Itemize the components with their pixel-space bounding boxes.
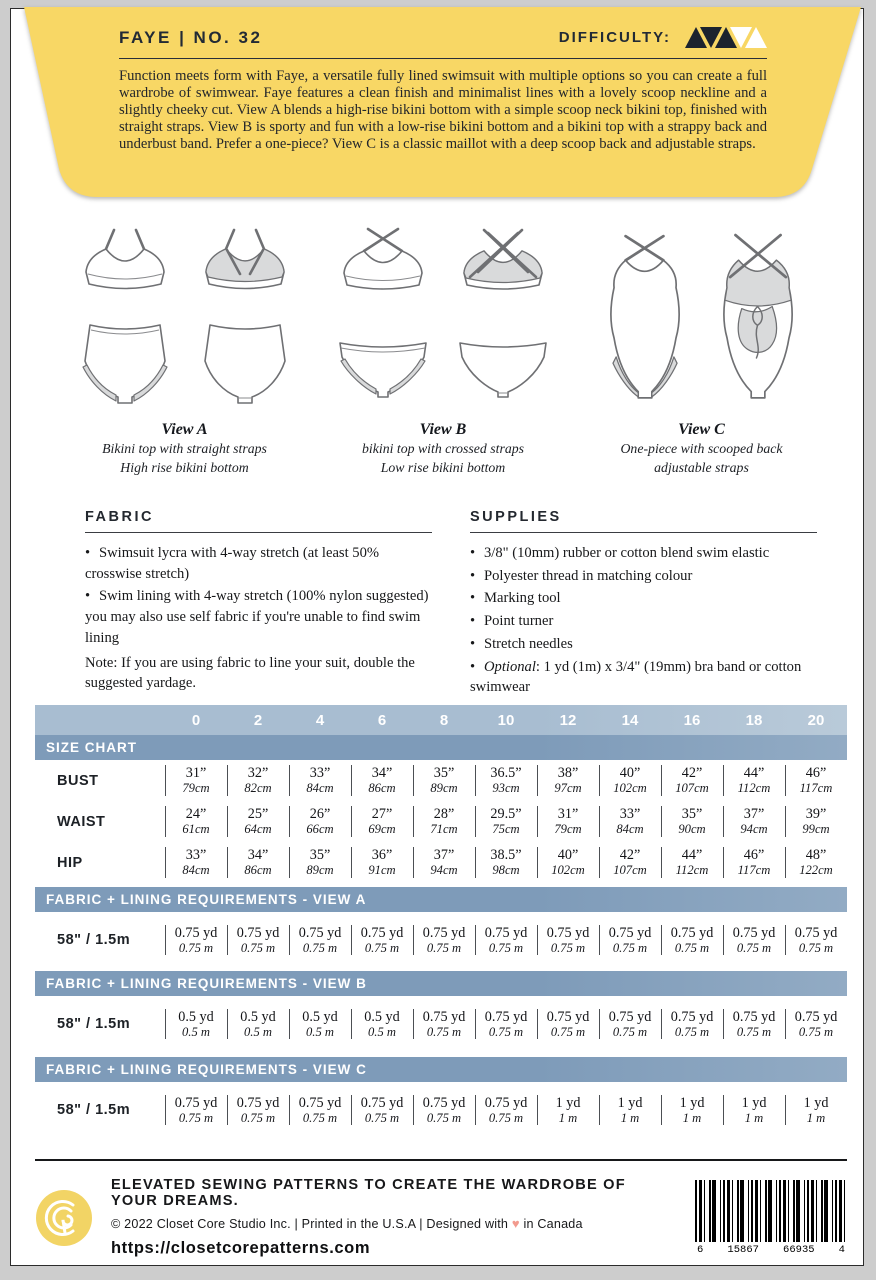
view-b-name: View B xyxy=(419,421,467,438)
bullet-icon: • xyxy=(470,613,476,630)
fabric-note: Note: If you are using fabric to line your suit, double the suggested yardage. xyxy=(85,654,415,692)
view-a-block xyxy=(57,227,312,478)
view-c-line2: adjustable straps xyxy=(654,460,749,476)
view-b-bottom-front-icon xyxy=(340,343,426,397)
cell: 42” 107cm xyxy=(599,842,661,883)
footer-copyright: © 2022 Closet Core Studio Inc. | Printed in the U.S.A | Designed with ♥ in Canada xyxy=(111,1216,583,1231)
size-label: 16 xyxy=(683,711,701,729)
cell: 33” 84cm xyxy=(289,760,351,801)
cell: 39” 99cm xyxy=(785,801,847,842)
footer-divider xyxy=(35,1159,847,1161)
view-a-name: View A xyxy=(161,421,208,438)
view-a-line2: High rise bikini bottom xyxy=(120,460,249,476)
supplies-item: • Marking tool xyxy=(470,588,817,609)
view-c-name: View C xyxy=(678,421,725,438)
view-a-top-back-icon xyxy=(206,230,284,289)
pattern-description: Function meets form with Faye, a versatile fully lined swimsuit with multiple options so you can create a full wardrobe of swimwear. Faye features a clean finish and minimalist lines with a lovely scoop neckline and a slightly cheeky cut. View A blends a high-rise bikini bottom with a simple scoop neck bikini top, finished with straight straps. View B is sporty and fun with a low-rise bikini bottom and a bikini top with a strappy back and underbust band. Prefer a one-piece? View C is a classic maillot with a deep scoop back and adjustable straps. xyxy=(119,68,767,153)
row-label: HIP xyxy=(57,854,83,871)
cell: 0.75 yd 0.75 m xyxy=(227,1090,289,1130)
cell: 0.75 yd 0.75 m xyxy=(537,920,599,960)
barcode xyxy=(695,1180,847,1256)
cell: 1 yd 1 m xyxy=(785,1090,847,1130)
closet-core-logo-icon xyxy=(35,1189,93,1247)
fabric-column xyxy=(85,509,432,700)
banner-divider xyxy=(119,58,767,59)
cell: 35” 90cm xyxy=(661,801,723,842)
cell: 0.5 yd 0.5 m xyxy=(289,1004,351,1044)
cell: 0.75 yd 0.75 m xyxy=(289,1090,351,1130)
cell: 34” 86cm xyxy=(227,842,289,883)
cell: 36” 91cm xyxy=(351,842,413,883)
cell: 31” 79cm xyxy=(537,801,599,842)
cell: 0.75 yd 0.75 m xyxy=(289,920,351,960)
bullet-icon: • xyxy=(470,658,476,675)
view-c-back-icon xyxy=(723,235,791,398)
cell: 28” 71cm xyxy=(413,801,475,842)
cell: 0.75 yd 0.75 m xyxy=(165,920,227,960)
bullet-icon: • xyxy=(470,590,476,607)
requirements-band-view-b: FABRIC + LINING REQUIREMENTS - VIEW B xyxy=(35,971,847,996)
fabric-bullet-2: • Swim lining with 4-way stretch (100% nylon suggested) you may also use self fabric if you're unable to find swim lining xyxy=(85,588,429,646)
cell: 0.75 yd 0.75 m xyxy=(227,920,289,960)
cell: 1 yd 1 m xyxy=(537,1090,599,1130)
cell: 0.75 yd 0.75 m xyxy=(413,1090,475,1130)
requirements-row-view-c xyxy=(35,1090,847,1130)
cell: 32” 82cm xyxy=(227,760,289,801)
cell: 0.75 yd 0.75 m xyxy=(723,1004,785,1044)
cell: 0.75 yd 0.75 m xyxy=(413,920,475,960)
footer-tagline: ELEVATED SEWING PATTERNS TO CREATE THE WARDROBE OF YOUR DREAMS. xyxy=(111,1177,626,1209)
banner-content xyxy=(119,27,767,153)
view-b-illustration xyxy=(323,227,563,413)
cell: 46” 117cm xyxy=(723,842,785,883)
barcode-bars-icon xyxy=(695,1180,847,1242)
cell: 38” 97cm xyxy=(537,760,599,801)
size-label: 18 xyxy=(745,711,763,729)
cell: 31” 79cm xyxy=(165,760,227,801)
cell: 0.75 yd 0.75 m xyxy=(165,1090,227,1130)
cell: 40” 102cm xyxy=(599,760,661,801)
cell: 35” 89cm xyxy=(413,760,475,801)
supplies-item: • Point turner xyxy=(470,611,817,632)
table-row-waist xyxy=(35,801,847,842)
size-label: 4 xyxy=(315,711,325,729)
cell: 29.5” 75cm xyxy=(475,801,537,842)
size-label: 10 xyxy=(497,711,515,729)
size-label: 14 xyxy=(621,711,639,729)
view-b-bottom-back-icon xyxy=(460,343,546,397)
supplies-item: • Stretch needles xyxy=(470,634,817,655)
pattern-title: FAYE | NO. 32 xyxy=(119,27,263,47)
size-chart-band: SIZE CHART xyxy=(35,735,847,760)
cell: 0.75 yd 0.75 m xyxy=(785,920,847,960)
size-label: 0 xyxy=(191,711,201,729)
cell: 0.75 yd 0.75 m xyxy=(351,920,413,960)
cell: 33” 84cm xyxy=(165,842,227,883)
view-c-front-icon xyxy=(610,236,678,398)
bullet-icon: • xyxy=(470,545,476,561)
size-chart-section xyxy=(35,705,847,1130)
cell: 34” 86cm xyxy=(351,760,413,801)
cell: 1 yd 1 m xyxy=(661,1090,723,1130)
view-a-illustration xyxy=(65,227,305,413)
cell: 35” 89cm xyxy=(289,842,351,883)
cell: 0.75 yd 0.75 m xyxy=(475,1004,537,1044)
cell: 0.75 yd 0.75 m xyxy=(475,1090,537,1130)
requirements-band-view-a: FABRIC + LINING REQUIREMENTS - VIEW A xyxy=(35,887,847,912)
view-a-line1: Bikini top with straight straps xyxy=(102,441,267,456)
cell: 0.75 yd 0.75 m xyxy=(723,920,785,960)
header-banner xyxy=(9,7,865,207)
heart-icon: ♥ xyxy=(511,1216,520,1231)
view-c-block xyxy=(574,227,829,478)
fabric-heading: FABRIC xyxy=(85,509,432,533)
size-label: 8 xyxy=(439,711,449,729)
cell: 44” 112cm xyxy=(661,842,723,883)
cell: 37” 94cm xyxy=(723,801,785,842)
supplies-heading: SUPPLIES xyxy=(470,509,817,533)
supplies-item: • Polyester thread in matching colour xyxy=(470,566,817,587)
view-a-bottom-back-icon xyxy=(205,325,285,403)
requirements-row-view-a xyxy=(35,920,847,960)
bullet-icon: • xyxy=(85,545,91,561)
cell: 0.75 yd 0.75 m xyxy=(785,1004,847,1044)
cell: 48” 122cm xyxy=(785,842,847,883)
view-c-line1: One-piece with scooped back xyxy=(620,441,783,456)
view-b-block xyxy=(316,227,571,478)
sizes-header-band xyxy=(35,705,847,735)
cell: 0.75 yd 0.75 m xyxy=(413,1004,475,1044)
cell: 46” 117cm xyxy=(785,760,847,801)
difficulty-rating xyxy=(559,27,767,48)
views-illustrations xyxy=(11,227,865,478)
view-c-illustration xyxy=(587,227,817,413)
size-label: 12 xyxy=(559,711,577,729)
row-label: BUST xyxy=(57,772,99,789)
view-a-top-front-icon xyxy=(86,230,164,289)
cell: 0.75 yd 0.75 m xyxy=(661,1004,723,1044)
row-label: WAIST xyxy=(57,813,106,830)
fabric-width-label: 58" / 1.5m xyxy=(57,932,131,948)
materials-section xyxy=(85,509,817,700)
cell: 24” 61cm xyxy=(165,801,227,842)
difficulty-label: DIFFICULTY: xyxy=(558,29,671,46)
cell: 0.75 yd 0.75 m xyxy=(351,1090,413,1130)
supplies-item-optional: • Optional: 1 yd (1m) x 3/4" (19mm) bra band or cotton swimwear xyxy=(470,658,802,696)
cell: 27” 69cm xyxy=(351,801,413,842)
size-label: 6 xyxy=(377,711,387,729)
cell: 42” 107cm xyxy=(661,760,723,801)
cell: 0.5 yd 0.5 m xyxy=(227,1004,289,1044)
cell: 37” 94cm xyxy=(413,842,475,883)
difficulty-triangles-icon xyxy=(685,27,767,48)
cell: 0.5 yd 0.5 m xyxy=(351,1004,413,1044)
cell: 26” 66cm xyxy=(289,801,351,842)
cell: 0.75 yd 0.75 m xyxy=(599,920,661,960)
bullet-icon: • xyxy=(85,588,91,605)
triangle-empty-icon xyxy=(745,27,767,48)
table-row-hip xyxy=(35,842,847,883)
cell: 1 yd 1 m xyxy=(723,1090,785,1130)
supplies-item: • 3/8" (10mm) rubber or cotton blend swim elastic xyxy=(470,543,817,564)
size-label: 2 xyxy=(253,711,263,729)
view-b-top-back-icon xyxy=(464,230,542,289)
bullet-icon: • xyxy=(470,567,476,584)
page xyxy=(10,8,864,1266)
view-b-line2: Low rise bikini bottom xyxy=(380,460,506,476)
supplies-column xyxy=(470,509,817,700)
cell: 40” 102cm xyxy=(537,842,599,883)
fabric-width-label: 58" / 1.5m xyxy=(57,1016,131,1032)
fabric-bullet-1: • Swimsuit lycra with 4-way stretch (at least 50% crosswise stretch) xyxy=(85,545,380,582)
footer xyxy=(35,1177,847,1258)
cell: 36.5” 93cm xyxy=(475,760,537,801)
bullet-icon: • xyxy=(470,635,476,652)
size-label: 20 xyxy=(807,711,825,729)
requirements-row-view-b xyxy=(35,1004,847,1044)
view-b-top-front-icon xyxy=(344,229,422,289)
cell: 0.75 yd 0.75 m xyxy=(537,1004,599,1044)
cell: 33” 84cm xyxy=(599,801,661,842)
table-row-bust xyxy=(35,760,847,801)
cell: 0.75 yd 0.75 m xyxy=(599,1004,661,1044)
cell: 0.75 yd 0.75 m xyxy=(661,920,723,960)
barcode-digits: 6 15867 66935 4 xyxy=(697,1243,845,1256)
cell: 25” 64cm xyxy=(227,801,289,842)
view-a-bottom-front-icon xyxy=(83,325,167,403)
fabric-width-label: 58" / 1.5m xyxy=(57,1102,131,1118)
cell: 44” 112cm xyxy=(723,760,785,801)
footer-url: https://closetcorepatterns.com xyxy=(111,1239,371,1257)
cell: 1 yd 1 m xyxy=(599,1090,661,1130)
cell: 38.5” 98cm xyxy=(475,842,537,883)
requirements-band-view-c: FABRIC + LINING REQUIREMENTS - VIEW C xyxy=(35,1057,847,1082)
view-b-line1: bikini top with crossed straps xyxy=(362,441,524,456)
cell: 0.5 yd 0.5 m xyxy=(165,1004,227,1044)
footer-text xyxy=(111,1177,677,1258)
cell: 0.75 yd 0.75 m xyxy=(475,920,537,960)
